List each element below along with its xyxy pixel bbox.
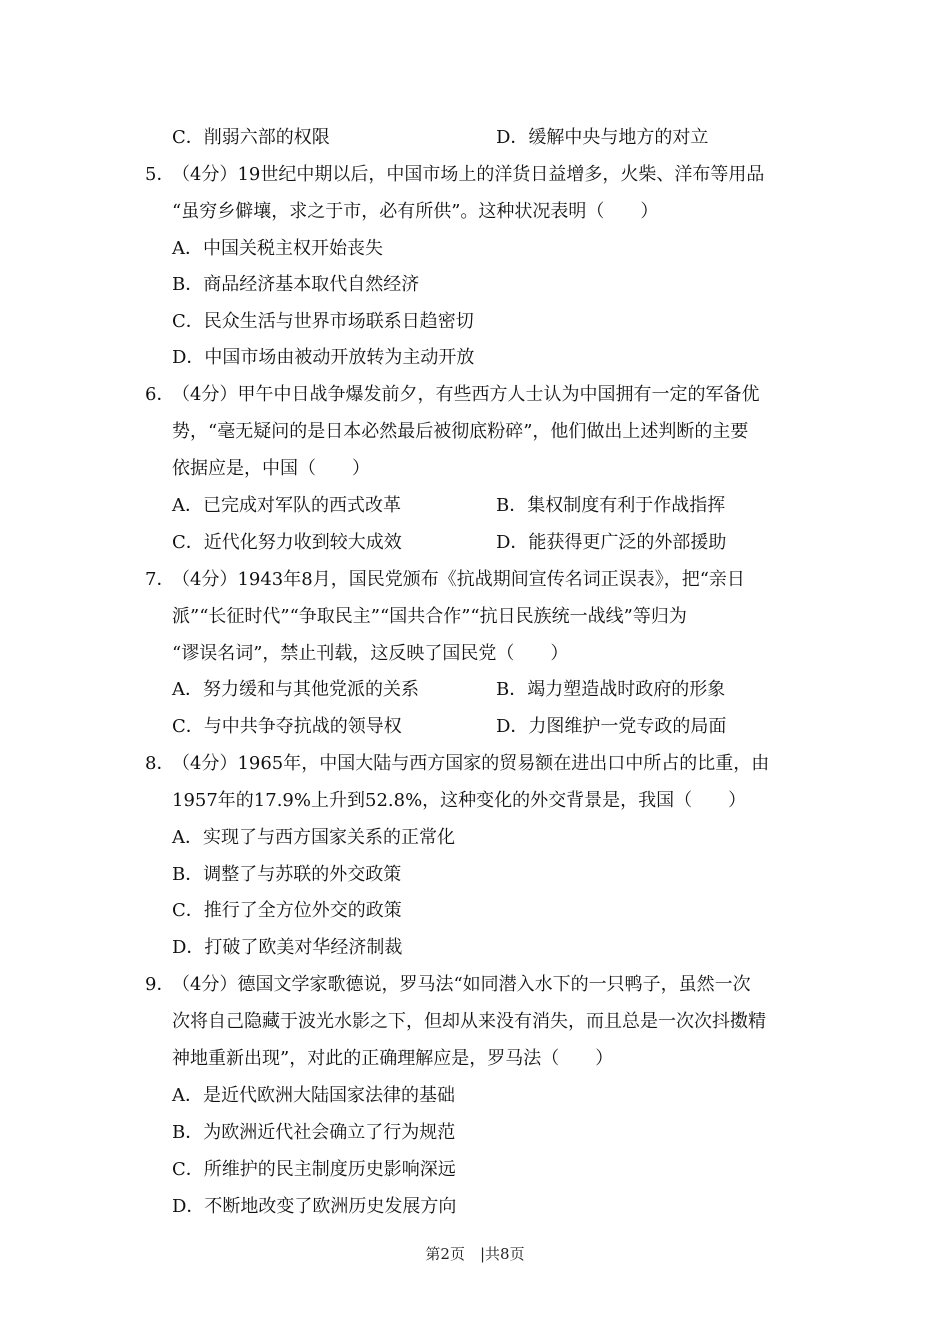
q7-stem-line-3: “谬误名词”，禁止刊载，这反映了国民党（ ）: [172, 643, 569, 664]
q8-option-a: A．实现了与西方国家关系的正常化: [172, 827, 455, 848]
q7-text-1: （4分）1943年8月，国民党颁布《抗战期间宣传名词正误表》，把“亲日: [172, 569, 745, 590]
q5-option-d: D．中国市场由被动开放转为主动开放: [172, 347, 475, 368]
q7-stem-line-2: 派”“长征时代”“争取民主”“国共合作”“抗日民族统一战线”等归为: [172, 606, 687, 627]
q6-stem-line-2: 势，“毫无疑问的是日本必然最后被彻底粉碎”，他们做出上述判断的主要: [172, 421, 749, 442]
q6-text-1: （4分）甲午中日战争爆发前夕，有些西方人士认为中国拥有一定的军备优: [172, 384, 760, 405]
q9-option-a: A．是近代欧洲大陆国家法律的基础: [172, 1085, 455, 1106]
q5-option-c: C．民众生活与世界市场联系日趋密切: [172, 311, 474, 332]
q9-option-b: B．为欧洲近代社会确立了行为规范: [172, 1122, 456, 1143]
q5-text-1: （4分）19世纪中期以后，中国市场上的洋货日益增多，火柴、洋布等用品: [172, 164, 765, 185]
q7-option-c: C．与中共争夺抗战的领导权: [172, 716, 402, 737]
q9-option-d: D．不断地改变了欧洲历史发展方向: [172, 1196, 457, 1217]
q9-option-c: C．所维护的民主制度历史影响深远: [172, 1159, 456, 1180]
q4-option-c: C．削弱六部的权限: [172, 127, 330, 148]
q9-stem-line-3: 神地重新出现”，对此的正确理解应是，罗马法（ ）: [172, 1048, 614, 1069]
q8-text-1: （4分）1965年，中国大陆与西方国家的贸易额在进出口中所占的比重，由: [172, 753, 770, 774]
q9-text-1: （4分）德国文学家歌德说，罗马法“如同潜入水下的一只鸭子，虽然一次: [172, 974, 751, 995]
q5-stem-line-2: “虽穷乡僻壤，求之于市，必有所供”。这种状况表明（ ）: [172, 201, 659, 222]
q8-stem-line-2: 1957年的17.9%上升到52.8%，这种变化的外交背景是，我国（ ）: [172, 790, 747, 811]
q8-option-c: C．推行了全方位外交的政策: [172, 900, 402, 921]
q6-option-c: C．近代化努力收到较大成效: [172, 532, 402, 553]
q6-stem-line-3: 依据应是，中国（ ）: [172, 458, 370, 479]
q6-option-d: D．能获得更广泛的外部援助: [496, 532, 727, 553]
q5-option-b: B．商品经济基本取代自然经济: [172, 274, 420, 295]
q5-option-a: A．中国关税主权开始丧失: [172, 238, 383, 259]
q8-number: 8．: [145, 753, 175, 774]
q8-option-d: D．打破了欧美对华经济制裁: [172, 937, 403, 958]
q9-number: 9．: [145, 974, 175, 995]
q6-option-b: B．集权制度有利于作战指挥: [496, 495, 726, 516]
q4-option-d: D．缓解中央与地方的对立: [496, 127, 709, 148]
q7-option-b: B．竭力塑造战时政府的形象: [496, 679, 726, 700]
q5-number: 5．: [145, 164, 175, 185]
q9-stem-line-2: 次将自己隐藏于波光水影之下，但却从来没有消失，而且总是一次次抖擞精: [172, 1011, 766, 1032]
q7-number: 7．: [145, 569, 175, 590]
q7-option-d: D．力图维护一党专政的局面: [496, 716, 727, 737]
q6-number: 6．: [145, 384, 175, 405]
q7-option-a: A．努力缓和与其他党派的关系: [172, 679, 419, 700]
q8-option-b: B．调整了与苏联的外交政策: [172, 864, 402, 885]
page-footer: 第2页 |共8页: [425, 1245, 525, 1263]
q6-option-a: A．已完成对军队的西式改革: [172, 495, 401, 516]
